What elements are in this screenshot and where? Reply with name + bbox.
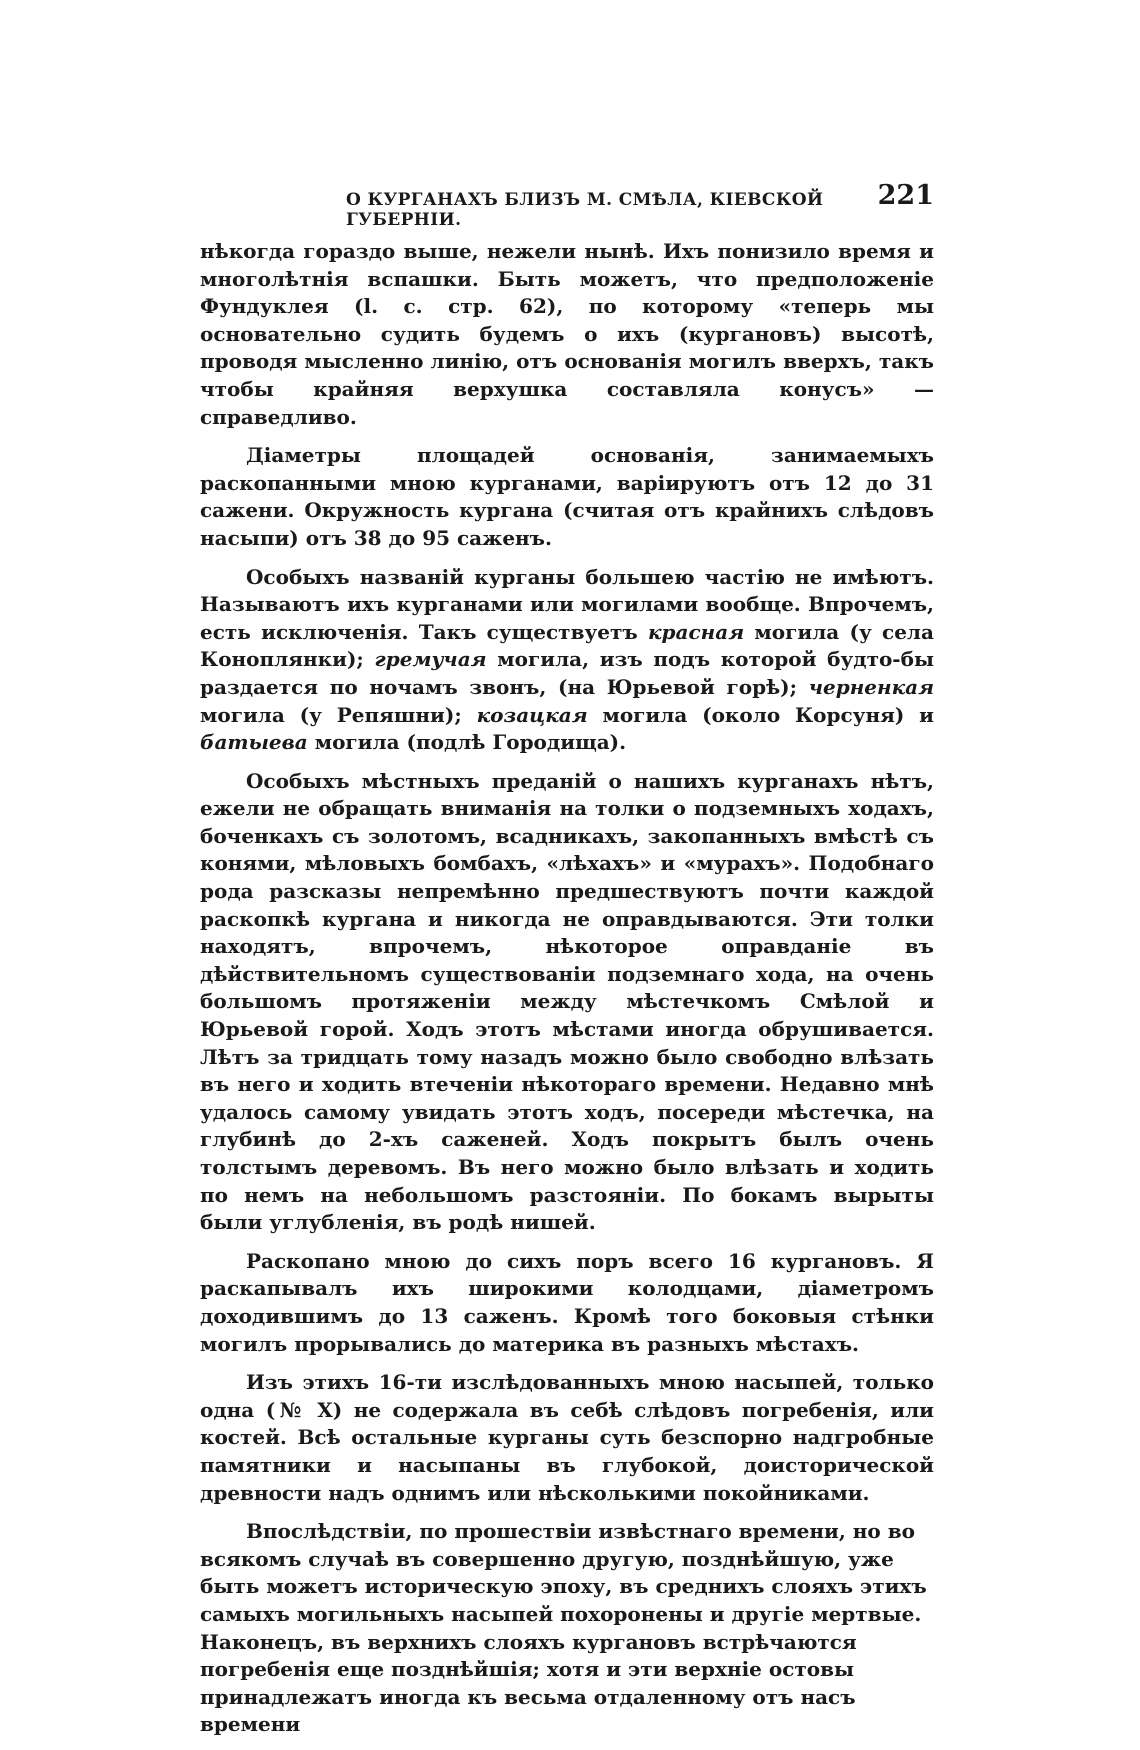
paragraph-3-text: могила (у села Коноплянки); [200, 619, 934, 672]
paragraph-1: нѣкогда гораздо выше, нежели нынѣ. Ихъ понизило время и многолѣтнія вспашки. Быть можетъ, что предположеніе Фундуклея (l. с. стр. 62), по которому «теперь мы основательно судить будемъ о ихъ (кургановъ) высотѣ, проводя мысленно линію, отъ основанія могилъ вверхъ, такъ чтобы крайняя верхушка составляла конусъ» — справедливо. [200, 239, 934, 429]
italic-term: козацкая [476, 702, 588, 727]
paragraph-5: Раскопано мною до сихъ поръ всего 16 кургановъ. Я раскапывалъ ихъ широкими колодцами, діаметромъ доходившимъ до 13 саженъ. Кромѣ того боковыя стѣнки могилъ прорывались до материка въ разныхъ мѣстахъ. [200, 1248, 934, 1356]
paragraph-3-text: могила (у Репяшни); [200, 702, 462, 727]
italic-term: красная [648, 619, 745, 644]
running-title: О КУРГАНАХЪ БЛИЗЪ М. СМѢЛА, КІЕВСКОЙ ГУБЕРНІИ. [346, 190, 824, 230]
paragraph-6: Изъ этихъ 16-ти изслѣдованныхъ мною насыпей, только одна (№ X) не содержала въ себѣ слѣдовъ погребенія, или костей. Всѣ остальные курганы суть безспорно надгробные памятники и насыпаны въ глубокой, доисторической древности надъ однимъ или нѣсколькими покойниками. [200, 1370, 934, 1505]
page-header [196, 180, 934, 230]
page-number: 221 [877, 180, 934, 211]
body-text [200, 238, 934, 1750]
italic-term: черненкая [808, 674, 935, 699]
paragraph-3-text: Особыхъ названій курганы большею частію не имѣютъ. Называютъ ихъ курганами или могилами вообще. Впрочемъ, есть исключенія. Такъ существуетъ [200, 564, 934, 644]
italic-term: батыева [200, 730, 308, 755]
paragraph-4: Особыхъ мѣстныхъ преданій о нашихъ курганахъ нѣтъ, ежели не обращать вниманія на толки о подземныхъ ходахъ, боченкахъ съ золотомъ, всадникахъ, закопанныхъ вмѣстѣ съ конями, мѣловыхъ бомбахъ, «лѣхахъ» и «мурахъ». Подобнаго рода разсказы непремѣнно предшествуютъ почти каждой раскопкѣ кургана и никогда не оправдываются. Эти толки находятъ, впрочемъ, нѣкоторое оправданіе въ дѣйствительномъ существованіи подземнаго хода, на очень большомъ протяженіи между мѣстечкомъ Смѣлой и Юрьевой горой. Ходъ этотъ мѣстами иногда обрушивается. Лѣтъ за тридцать тому назадъ можно было свободно влѣзать въ него и ходить втеченіи нѣкотораго времени. Недавно мнѣ удалось самому увидать этотъ ходъ, посереди мѣстечка, на глубинѣ до 2-хъ саженей. Ходъ покрытъ былъ очень толстымъ деревомъ. Въ него можно было влѣзать и ходить по немъ на небольшомъ разстояніи. По бокамъ вырыты были углубленія, въ родѣ нишей. [200, 768, 934, 1235]
paragraph-7: Впослѣдствіи, по прошествіи извѣстнаго времени, но во всякомъ случаѣ въ совершенно другую, позднѣйшую, уже быть можетъ историческую эпоху, въ среднихъ слояхъ этихъ самыхъ могильныхъ насыпей похоронены и другіе мертвые. Наконецъ, въ верхнихъ слояхъ кургановъ встрѣчаются погребенія еще позднѣйшія; хотя и эти верхніе остовы принадлежатъ иногда къ весьма отдаленному отъ насъ времени [200, 1519, 927, 1737]
paragraph-2: Діаметры площадей основанія, занимаемыхъ раскопанными мною курганами, варіируютъ отъ 12 до 31 сажени. Окружность кургана (считая отъ крайнихъ слѣдовъ насыпи) отъ 38 до 95 саженъ. [200, 443, 934, 550]
paragraph-3-text: могила (подлѣ Городища). [314, 730, 627, 755]
paragraph-3 [200, 564, 934, 757]
paragraph-3-text: могила (около Корсуня) и [602, 702, 934, 727]
paragraph-3-text: могила, изъ подъ которой будто-бы раздается по ночамъ звонъ, (на Юрьевой горѣ); [200, 647, 934, 699]
italic-term: гремучая [374, 647, 487, 672]
